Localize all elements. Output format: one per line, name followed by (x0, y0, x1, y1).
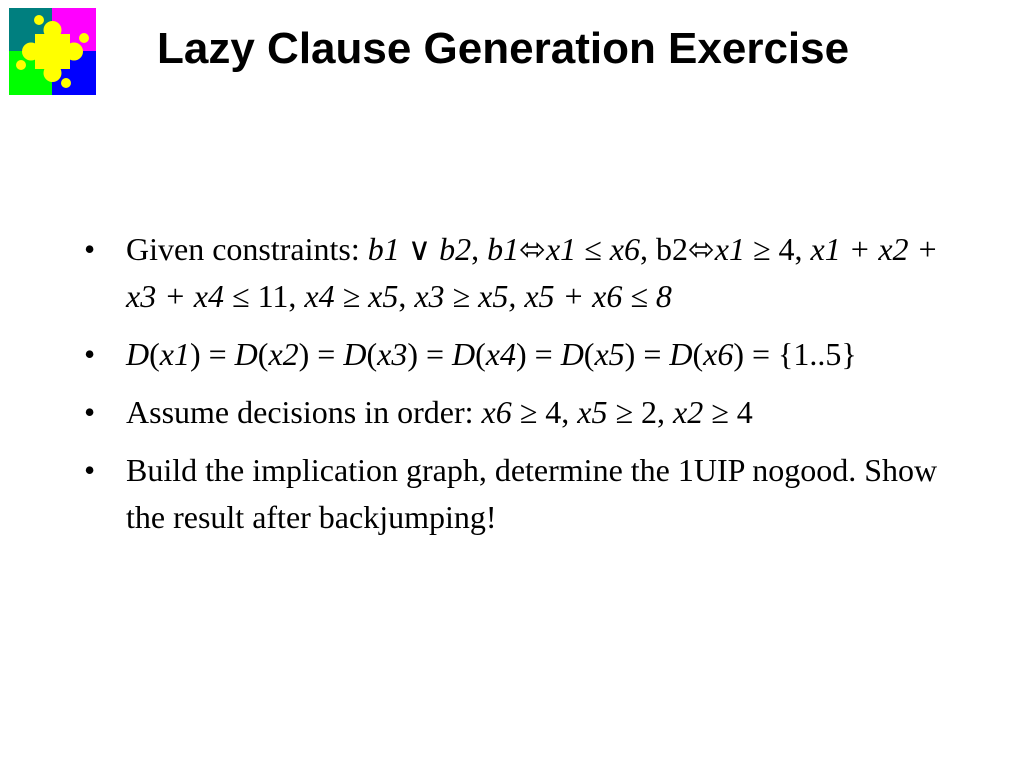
bullet-list (84, 226, 944, 552)
bullet-text-segment: x4 ≥ x5 (304, 278, 399, 314)
bullet-text-segment: D (343, 336, 367, 372)
bullet-text-segment: ) = (515, 336, 561, 372)
bullet-text-segment: x1 (714, 231, 745, 267)
bullet-text-segment: ∨ (399, 231, 440, 267)
bullet-text-segment: x5 (594, 336, 625, 372)
bullet-text-segment: ≥ 4, (511, 394, 578, 430)
bullet-text-segment: , b2⬄ (639, 231, 715, 267)
bullet-text-segment: ) = (407, 336, 453, 372)
bullet-text-segment: D (669, 336, 693, 372)
bullet-text-segment: , (398, 278, 415, 314)
bullet-item (84, 389, 944, 436)
bullet-text-segment: ≤ 11, (224, 278, 305, 314)
bullet-text-segment: x2 (673, 394, 704, 430)
bullet-text-segment: x3 ≥ x5, x5 + x6 ≤ 8 (414, 278, 672, 314)
bullet-text-segment: x4 (485, 336, 516, 372)
bullet-text-segment: D (126, 336, 150, 372)
bullet-dot-icon: • (84, 336, 96, 372)
bullet-text-segment: x2 (268, 336, 299, 372)
bullet-dot-icon: • (84, 231, 96, 267)
bullet-text-segment: ≥ 4, (744, 231, 811, 267)
bullet-text-segment: x1 + x2 + x3 + x4 (126, 231, 939, 314)
bullet-text-segment: b2 (439, 231, 472, 267)
bullet-text-segment: Given constraints: (126, 231, 368, 267)
bullet-text-segment: ( (583, 336, 595, 372)
bullet-text-segment: D (560, 336, 584, 372)
bullet-item (84, 331, 944, 378)
bullet-text-segment: x1 ≤ x6 (545, 231, 640, 267)
bullet-dot-icon: • (84, 394, 96, 430)
bullet-text-segment: ) = (189, 336, 235, 372)
bullet-text-segment: x3 (377, 336, 408, 372)
slide-title: Lazy Clause Generation Exercise (157, 24, 850, 73)
bullet-item (84, 447, 944, 541)
bullet-text-segment: ( (366, 336, 378, 372)
bullet-text-segment: x1 (159, 336, 190, 372)
bullet-text-segment: D (234, 336, 258, 372)
bullet-text-segment: ≥ 4 (703, 394, 753, 430)
bullet-text-segment: x6 (703, 336, 734, 372)
bullet-text-segment: ⬄ (519, 231, 546, 267)
bullet-text-segment: b1 (367, 231, 400, 267)
bullet-text-segment: , (471, 231, 488, 267)
bullet-text-segment: x5 (577, 394, 608, 430)
bullet-text-segment: ( (257, 336, 269, 372)
bullet-text-segment: ≥ 2, (607, 394, 674, 430)
bullet-dot-icon: • (84, 452, 96, 488)
bullet-text-segment: Build the implication graph, determine the 1UIP nogood. Show the result after backjumping! (126, 452, 938, 535)
bullet-text-segment: Assume decisions in order: (126, 394, 482, 430)
puzzle-logo-icon (9, 8, 96, 95)
bullet-text-segment: ) = (624, 336, 670, 372)
bullet-text-segment: D (452, 336, 476, 372)
bullet-text-segment: ( (149, 336, 160, 372)
bullet-text-segment: ) = {1..5} (733, 336, 857, 372)
bullet-text-segment: ) = (298, 336, 344, 372)
bullet-text-segment: x6 (481, 394, 512, 430)
bullet-item (84, 226, 944, 320)
bullet-text-segment: ( (692, 336, 704, 372)
bullet-text-segment: ( (475, 336, 486, 372)
bullet-text-segment: b1 (487, 231, 520, 267)
